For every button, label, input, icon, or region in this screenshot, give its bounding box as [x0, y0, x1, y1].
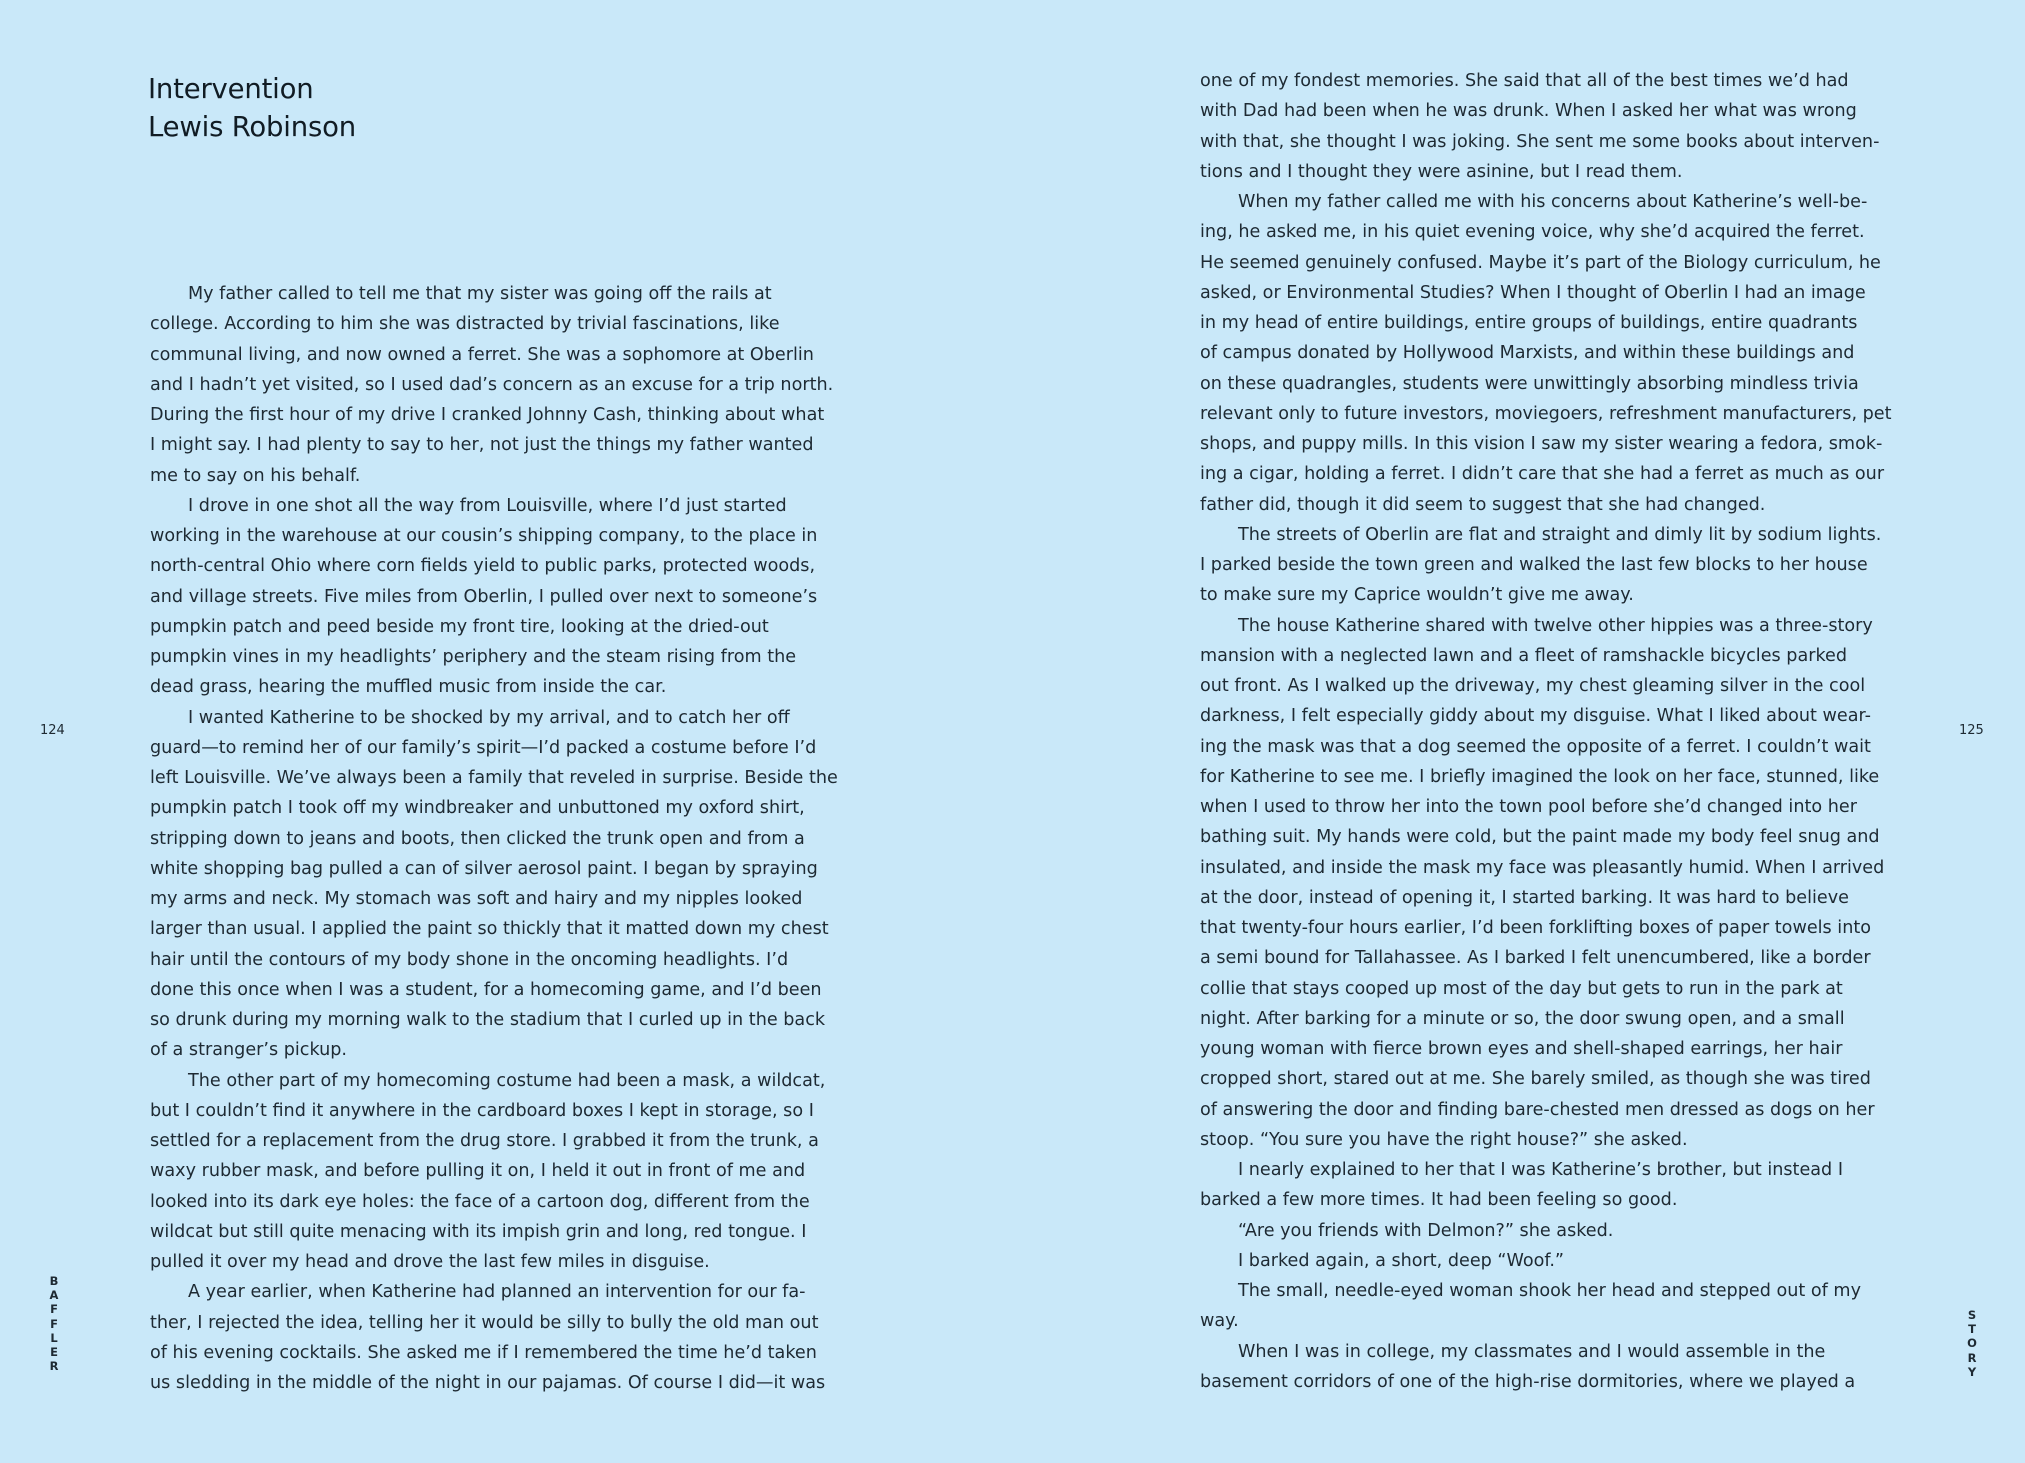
text-line: wildcat but still quite menacing with its impish grin and long, red tongue. I [150, 1221, 807, 1242]
text-line: way. [1200, 1311, 1239, 1332]
text-line: ing a cigar, holding a ferret. I didn’t care that she had a ferret as much as our [1200, 464, 1885, 485]
text-line: I might say. I had plenty to say to her, not just the things my father wanted [150, 435, 814, 456]
text-line: dead grass, hearing the muffled music from inside the car. [150, 677, 667, 698]
text-line: ther, I rejected the idea, telling her it would be silly to bully the old man out [150, 1312, 819, 1333]
text-line: The house Katherine shared with twelve other hippies was a three-story [1238, 615, 1873, 636]
text-line: of campus donated by Hollywood Marxists, and within these buildings and [1200, 343, 1855, 364]
text-line: a semi bound for Tallahassee. As I barked I felt unencumbered, like a border [1200, 948, 1871, 969]
text-line: of answering the door and finding bare-chested men dressed as dogs on her [1200, 1099, 1875, 1120]
text-line: done this once when I was a student, for a homecoming game, and I’d been [150, 979, 822, 1000]
text-line: I nearly explained to her that I was Katherine’s brother, but instead I [1238, 1160, 1844, 1180]
text-line: barked a few more times. It had been feeling so good. [1200, 1190, 1678, 1211]
running-head-story [1962, 1308, 1982, 1379]
text-line: at the door, instead of opening it, I started barking. It was hard to believe [1200, 887, 1849, 908]
text-line: waxy rubber mask, and before pulling it on, I held it out in front of me and [150, 1161, 806, 1182]
text-line: white shopping bag pulled a can of silver aerosol paint. I began by spraying [150, 858, 818, 879]
right-page-text [1200, 66, 1892, 1397]
running-head-letter: R [1967, 1350, 1977, 1365]
running-head-letter: B [49, 1274, 59, 1288]
running-head-letter: L [50, 1330, 58, 1345]
text-line: settled for a replacement from the drug store. I grabbed it from the trunk, a [150, 1131, 819, 1151]
page-number-left: 124 [40, 723, 65, 738]
running-head-letter: F [50, 1302, 58, 1317]
left-page-text [150, 279, 838, 1398]
text-line: pulled it over my head and drove the last few miles in disguise. [150, 1252, 710, 1272]
text-line: The small, needle-eyed woman shook her head and stepped out of my [1238, 1281, 1861, 1301]
text-line: The other part of my homecoming costume had been a mask, a wildcat, [188, 1070, 826, 1091]
text-line: to make sure my Caprice wouldn’t give me away. [1200, 585, 1634, 606]
text-line: communal living, and now owned a ferret. She was a sophomore at Oberlin [150, 344, 814, 365]
text-line: I parked beside the town green and walked the last few blocks to her house [1200, 555, 1868, 575]
text-line: pumpkin patch and peed beside my front tire, looking at the dried-out [150, 616, 769, 637]
text-line: bathing suit. My hands were cold, but the paint made my body feel snug and [1200, 827, 1880, 848]
text-line: I wanted Katherine to be shocked by my arrival, and to catch her off [188, 707, 790, 728]
text-line: guard—to remind her of our family’s spirit—I’d packed a costume before I’d [150, 737, 817, 758]
text-line: insulated, and inside the mask my face was pleasantly humid. When I arrived [1200, 857, 1885, 878]
text-line: asked, or Environmental Studies? When I thought of Oberlin I had an image [1200, 282, 1866, 303]
text-line: mansion with a neglected lawn and a fleet of ramshackle bicycles parked [1200, 645, 1848, 666]
running-head-baffler [44, 1274, 64, 1373]
text-line: out front. As I walked up the driveway, my chest gleaming silver in the cool [1200, 676, 1866, 696]
text-line: and I hadn’t yet visited, so I used dad’s concern as an excuse for a trip north. [150, 374, 834, 395]
text-line: I barked again, a short, deep “Woof.” [1238, 1250, 1565, 1271]
page-number-right: 125 [1959, 723, 1984, 738]
text-line: working in the warehouse at our cousin’s shipping company, to the place in [150, 526, 818, 546]
running-head-letter: Y [1967, 1364, 1977, 1379]
text-line: darkness, I felt especially giddy about my disguise. What I liked about wear- [1200, 706, 1871, 727]
story-title: Intervention [148, 73, 314, 105]
text-line: with that, she thought I was joking. She sent me some books about interven- [1200, 131, 1880, 152]
text-line: when I used to throw her into the town pool before she’d changed into her [1200, 797, 1857, 817]
text-line: When I was in college, my classmates and I would assemble in the [1238, 1341, 1826, 1362]
text-line: larger than usual. I applied the paint so thickly that it matted down my chest [150, 919, 829, 940]
running-head-letter: R [49, 1359, 59, 1374]
text-line: stripping down to jeans and boots, then clicked the trunk open and from a [150, 828, 805, 849]
story-author: Lewis Robinson [148, 111, 356, 143]
text-line: of a stranger’s pickup. [150, 1040, 348, 1061]
text-line: with Dad had been when he was drunk. When I asked her what was wrong [1200, 101, 1857, 122]
story-title-block [148, 70, 356, 146]
running-head-letter: S [1967, 1308, 1977, 1322]
text-line: collie that stays cooped up most of the day but gets to run in the park at [1200, 978, 1843, 999]
text-line: pumpkin vines in my headlights’ periphery and the steam rising from the [150, 647, 797, 667]
text-line: The streets of Oberlin are flat and straight and dimly lit by sodium lights. [1238, 524, 1882, 545]
text-line: for Katherine to see me. I briefly imagined the look on her face, stunned, like [1200, 766, 1880, 787]
text-line: of his evening cocktails. She asked me if I remembered the time he’d taken [150, 1342, 817, 1363]
text-line: so drunk during my morning walk to the stadium that I curled up in the back [150, 1010, 826, 1030]
text-line: north-central Ohio where corn fields yield to public parks, protected woods, [150, 556, 816, 577]
running-head-letter: T [1968, 1322, 1976, 1337]
text-line: tions and I thought they were asinine, but I read them. [1200, 161, 1683, 182]
text-line: He seemed genuinely confused. Maybe it’s part of the Biology curriculum, he [1200, 252, 1881, 273]
text-line: pumpkin patch I took off my windbreaker and unbuttoned my oxford shirt, [150, 798, 805, 819]
text-line: but I couldn’t find it anywhere in the cardboard boxes I kept in storage, so I [150, 1100, 814, 1121]
text-line: ing the mask was that a dog seemed the opposite of a ferret. I couldn’t wait [1200, 736, 1871, 757]
text-line: stoop. “You sure you have the right house?” she asked. [1200, 1129, 1688, 1150]
text-line: During the first hour of my drive I cranked Johnny Cash, thinking about what [150, 405, 825, 425]
text-line: “Are you friends with Delmon?” she asked. [1238, 1220, 1614, 1241]
text-line: hair until the contours of my body shone in the oncoming headlights. I’d [150, 949, 789, 970]
running-head-letter: E [50, 1345, 58, 1360]
text-line: in my head of entire buildings, entire groups of buildings, entire quadrants [1200, 313, 1858, 333]
text-line: one of my fondest memories. She said that all of the best times we’d had [1200, 71, 1849, 91]
text-line: me to say on his behalf. [150, 465, 361, 486]
text-line: left Louisville. We’ve always been a family that reveled in surprise. Beside the [150, 768, 838, 788]
text-line: A year earlier, when Katherine had planned an intervention for our fa- [188, 1282, 806, 1303]
text-line: my arms and neck. My stomach was soft and hairy and my nipples looked [150, 889, 803, 909]
text-line: basement corridors of one of the high-rise dormitories, where we played a [1200, 1371, 1856, 1392]
text-line: cropped short, stared out at me. She barely smiled, as though she was tired [1200, 1069, 1871, 1090]
text-line: ing, he asked me, in his quiet evening voice, why she’d acquired the ferret. [1200, 222, 1865, 243]
running-head-letter: A [49, 1288, 59, 1303]
running-head-letter: F [50, 1316, 58, 1331]
text-line: college. According to him she was distracted by trivial fascinations, like [150, 314, 780, 335]
text-line: that twenty-four hours earlier, I’d been forklifting boxes of paper towels into [1200, 918, 1872, 938]
text-line: My father called to tell me that my sister was going off the rails at [188, 284, 772, 304]
text-line: young woman with fierce brown eyes and shell-shaped earrings, her hair [1200, 1039, 1843, 1059]
text-line: relevant only to future investors, moviegoers, refreshment manufacturers, pet [1200, 403, 1892, 424]
text-line: us sledding in the middle of the night in our pajamas. Of course I did—it was [150, 1373, 826, 1393]
text-line: on these quadrangles, students were unwittingly absorbing mindless trivia [1200, 373, 1859, 394]
text-line: When my father called me with his concerns about Katherine’s well-be- [1238, 192, 1868, 212]
running-head-letter: O [1967, 1336, 1977, 1351]
text-line: I drove in one shot all the way from Louisville, where I’d just started [188, 495, 787, 516]
text-line: and village streets. Five miles from Oberlin, I pulled over next to someone’s [150, 586, 818, 607]
text-line: father did, though it did seem to suggest that she had changed. [1200, 494, 1766, 515]
text-line: night. After barking for a minute or so, the door swung open, and a small [1200, 1008, 1845, 1029]
text-line: shops, and puppy mills. In this vision I saw my sister wearing a fedora, smok- [1200, 434, 1883, 454]
text-line: looked into its dark eye holes: the face of a cartoon dog, different from the [150, 1191, 810, 1212]
